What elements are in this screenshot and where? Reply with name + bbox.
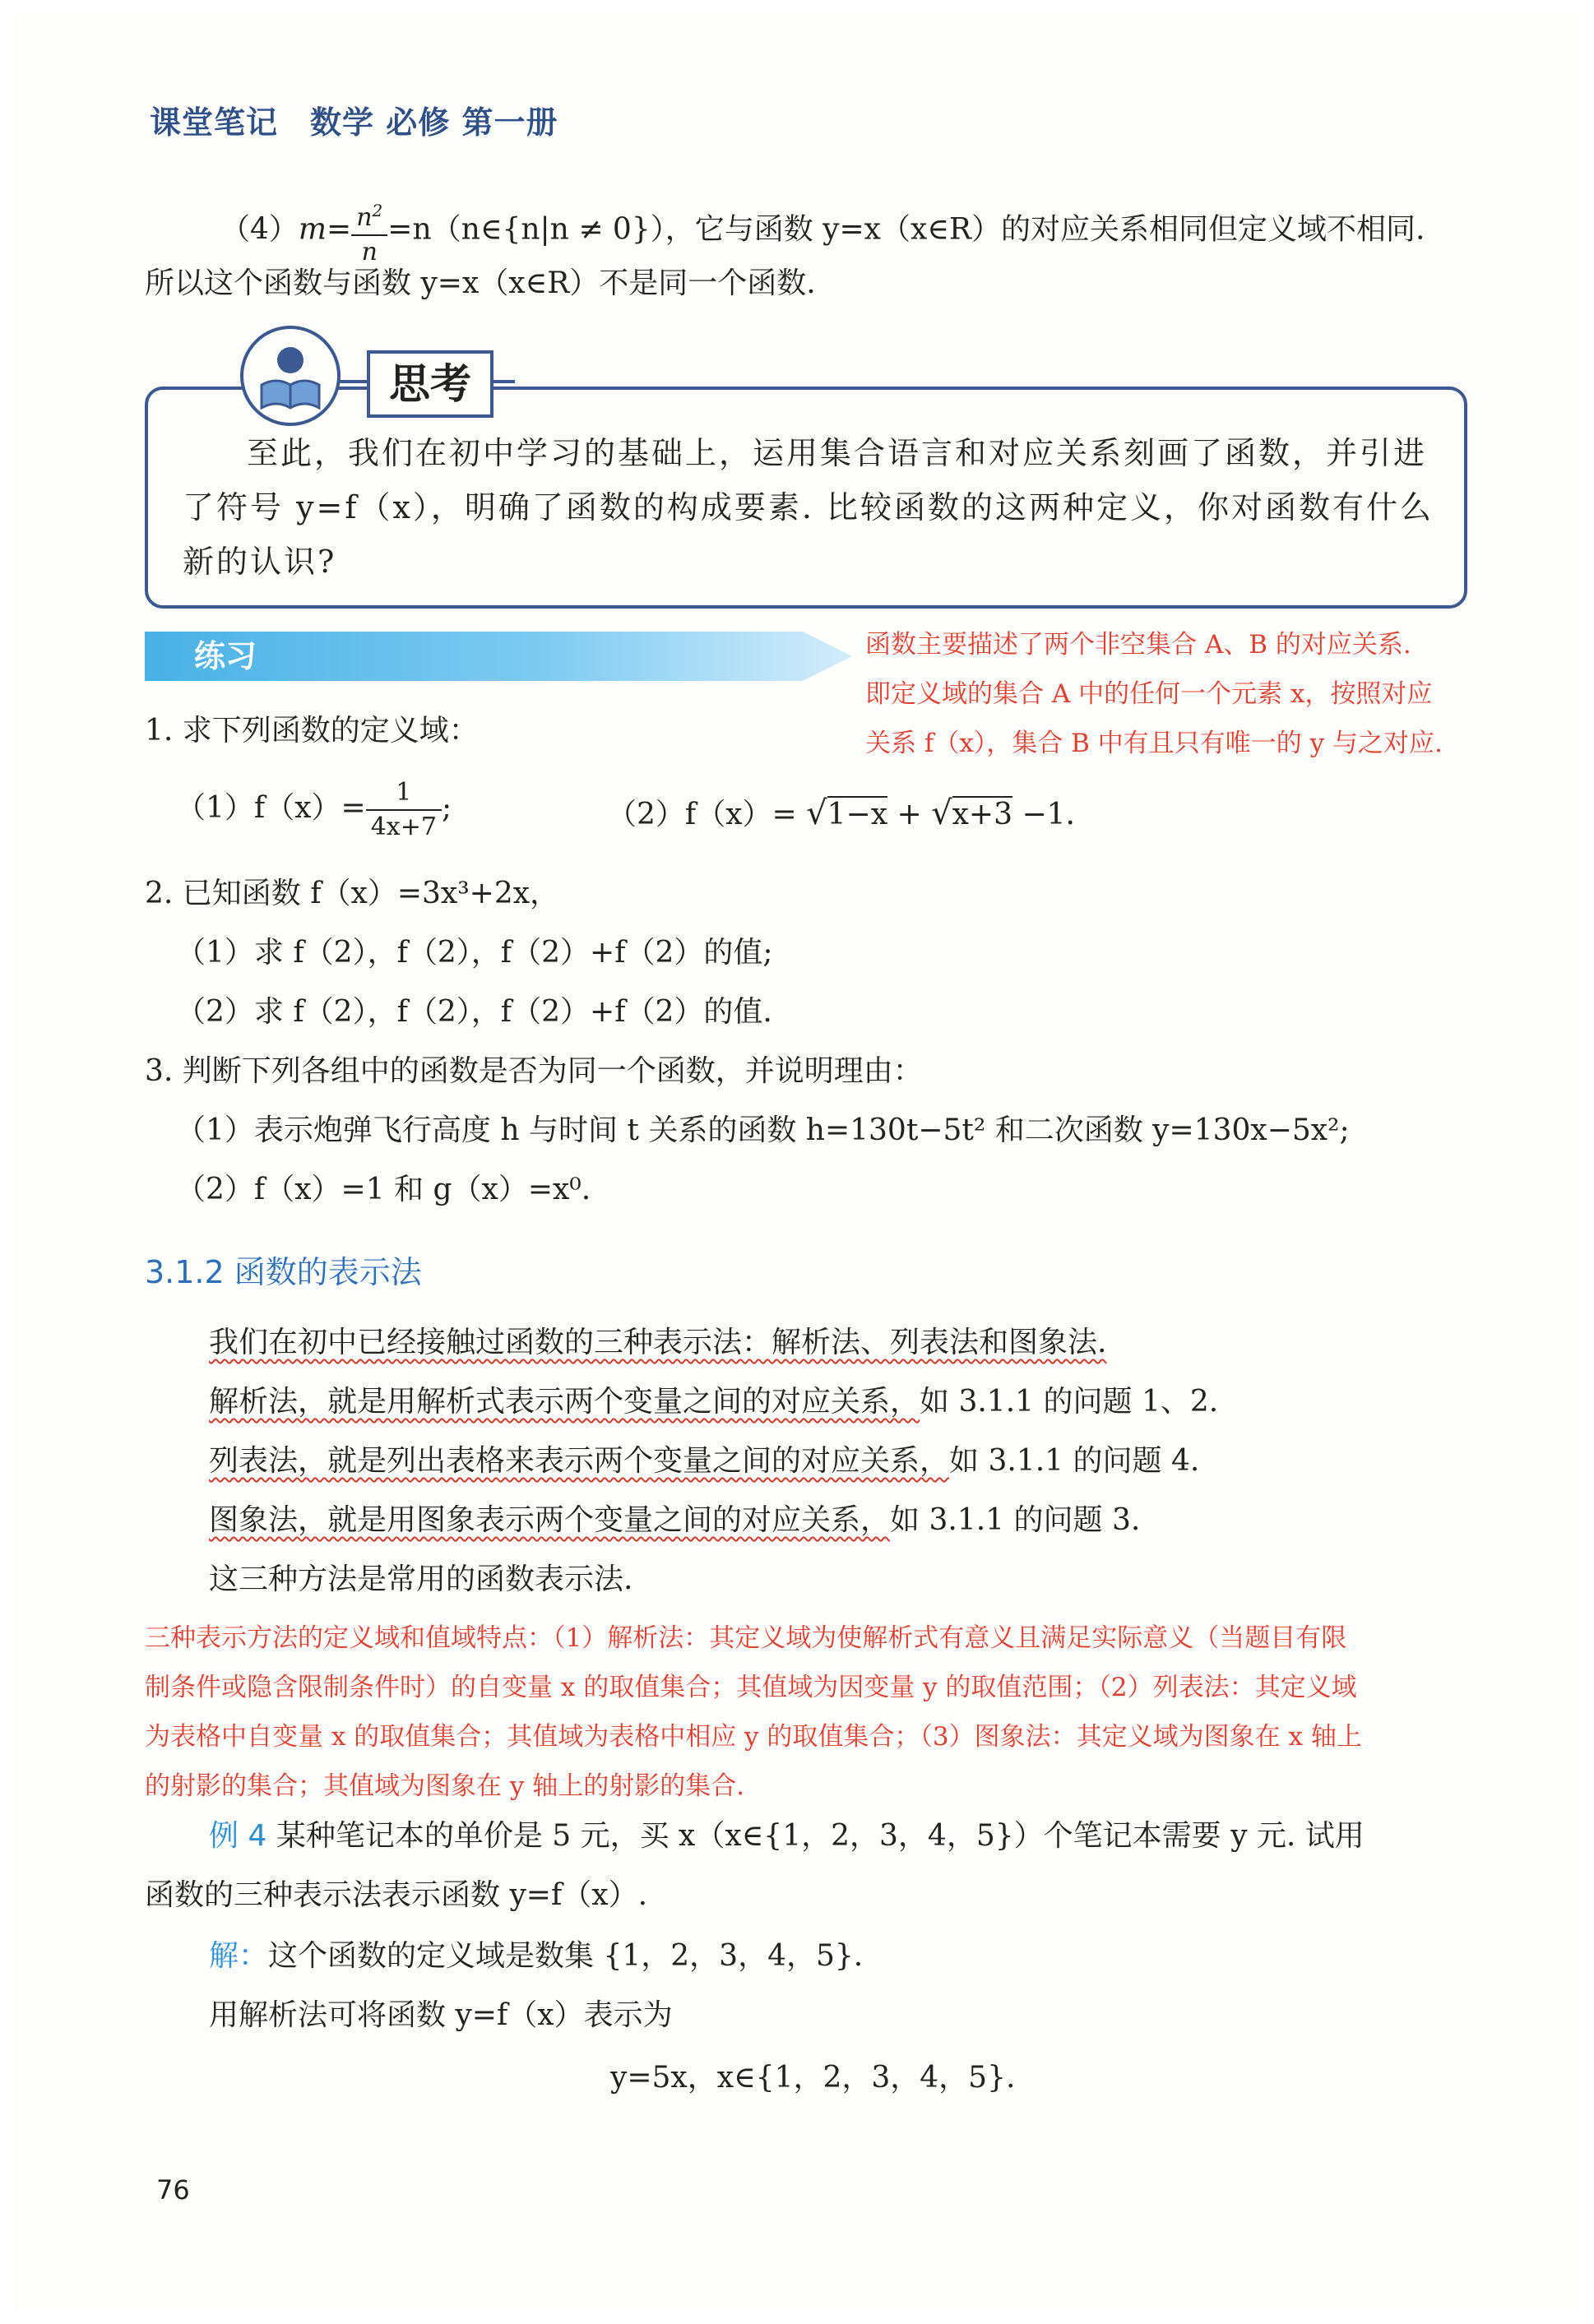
q1-2-end: −1. bbox=[1022, 798, 1075, 831]
section-p3-underlined: 列表法，就是列出表格来表示两个变量之间的对应关系， bbox=[209, 1444, 950, 1478]
red-note-line3: 为表格中自变量 x 的取值集合；其值域为表格中相应 y 的取值集合；（3）图象法：其定义域为图象在 x 轴上 bbox=[145, 1722, 1362, 1752]
q1-1 bbox=[176, 776, 452, 844]
think-line3: 新的认识? bbox=[183, 544, 337, 580]
reader-icon bbox=[240, 326, 341, 426]
section-p4 bbox=[209, 1500, 1140, 1541]
item4-line2: 所以这个函数与函数 y=x（x∈R）不是同一个函数. bbox=[145, 266, 816, 300]
item4-frac-num: $n^2$ bbox=[356, 201, 383, 232]
page-number: 76 bbox=[156, 2174, 190, 2206]
example-label: 例 4 bbox=[209, 1819, 267, 1853]
section-p1 bbox=[209, 1322, 1106, 1363]
example-line2: 函数的三种表示法表示函数 y=f（x）. bbox=[145, 1878, 648, 1912]
item4-m: m= bbox=[298, 212, 352, 247]
item4-line1 bbox=[220, 194, 1425, 269]
section-p3 bbox=[209, 1441, 1199, 1482]
section-p2 bbox=[209, 1382, 1218, 1423]
section-p2-underlined: 解析法，就是用解析式表示两个变量之间的对应关系， bbox=[209, 1385, 920, 1419]
q1-2-plus: + bbox=[897, 798, 922, 831]
item4-fraction bbox=[351, 194, 387, 269]
side-note-line3: 关系 f（x），集合 B 中有且只有唯一的 y 与之对应. bbox=[865, 729, 1443, 758]
side-note-line1: 函数主要描述了两个非空集合 A、B 的对应关系. bbox=[865, 630, 1411, 660]
item4-rest: =n（n∈{n|n ≠ 0}），它与函数 y=x（x∈R）的对应关系相同但定义域不相同. bbox=[387, 212, 1425, 247]
solution-formula: y=5x，x∈{1，2，3，4，5}. bbox=[610, 2061, 1016, 2095]
q1-1-end: ; bbox=[441, 791, 452, 825]
q1-2-rad2: x+3 bbox=[952, 798, 1012, 831]
section-p2-ref: 如 3.1.1 的问题 1、2. bbox=[920, 1385, 1219, 1419]
think-line2: 了符号 y=f（x），明确了函数的构成要素. 比较函数的这两种定义，你对函数有什么 bbox=[183, 489, 1434, 525]
section-p3-ref: 如 3.1.1 的问题 4. bbox=[949, 1444, 1200, 1478]
q2-1: （1）求 f（2），f（2），f（2）+f（2）的值; bbox=[176, 936, 773, 970]
red-note-line1: 三种表示方法的定义域和值域特点：（1）解析法：其定义域为使解析式有意义且满足实际意义（当题目有限 bbox=[145, 1623, 1347, 1653]
q1-1-fraction bbox=[366, 776, 442, 844]
section-p4-ref: 如 3.1.1 的问题 3. bbox=[890, 1503, 1141, 1537]
solution-label: 解： bbox=[209, 1939, 269, 1973]
q1-2-rad1: 1−x bbox=[827, 798, 888, 831]
exercise-label: 练习 bbox=[194, 638, 257, 674]
item4-frac-den: n bbox=[351, 234, 387, 269]
think-title: 思考 bbox=[367, 350, 493, 418]
q1-1-den: 4x+7 bbox=[366, 809, 442, 844]
solution-text1: 这个函数的定义域是数集 {1，2，3，4，5}. bbox=[268, 1939, 864, 1973]
think-line1: 至此，我们在初中学习的基础上，运用集合语言和对应关系刻画了函数，并引进 bbox=[247, 435, 1428, 471]
q2: 2. 已知函数 f（x）=3x³+2x， bbox=[145, 877, 560, 910]
q3-2: （2）f（x）=1 和 g（x）=x⁰. bbox=[176, 1173, 591, 1206]
item4-label: （4） bbox=[220, 212, 299, 247]
q3: 3. 判断下列各组中的函数是否为同一个函数，并说明理由： bbox=[145, 1054, 923, 1088]
example-text1: 某种笔记本的单价是 5 元，买 x（x∈{1，2，3，4，5}）个笔记本需要 y 元. 试用 bbox=[276, 1819, 1365, 1853]
sqrt-icon: √ bbox=[806, 794, 827, 832]
q1-2 bbox=[607, 793, 1075, 836]
q2-2: （2）求 f（2），f（2），f（2）+f（2）的值. bbox=[176, 995, 772, 1029]
running-header: 课堂笔记 数学 必修 第一册 bbox=[150, 104, 558, 141]
sqrt-icon: √ bbox=[931, 794, 952, 832]
section-title: 3.1.2 函数的表示法 bbox=[145, 1254, 422, 1290]
q1: 1. 求下列函数的定义域： bbox=[145, 714, 479, 748]
section-p4-underlined: 图象法，就是用图象表示两个变量之间的对应关系， bbox=[209, 1503, 891, 1537]
q1-1-num: 1 bbox=[396, 778, 412, 807]
q1-2-lhs: （2）f（x）= bbox=[607, 798, 797, 831]
side-note-line2: 即定义域的集合 A 中的任何一个元素 x，按照对应 bbox=[865, 679, 1433, 709]
solution-line1 bbox=[209, 1936, 863, 1977]
red-note-line2: 制条件或隐含限制条件时）的自变量 x 的取值集合；其值域为因变量 y 的取值范围；（2）列表法：其定义域 bbox=[145, 1673, 1357, 1702]
q3-1: （1）表示炮弹飞行高度 h 与时间 t 关系的函数 h=130t−5t² 和二次函数 y=130x−5x²; bbox=[176, 1113, 1350, 1147]
section-p1-text: 我们在初中已经接触过函数的三种表示法：解析法、列表法和图象法. bbox=[209, 1326, 1107, 1359]
section-p5: 这三种方法是常用的函数表示法. bbox=[209, 1562, 633, 1596]
example-line1 bbox=[209, 1816, 1365, 1857]
red-note-line4: 的射影的集合；其值域为图象在 y 轴上的射影的集合. bbox=[145, 1771, 745, 1801]
q1-1-lhs: （1）f（x）= bbox=[176, 791, 366, 825]
solution-line2: 用解析法可将函数 y=f（x）表示为 bbox=[209, 1998, 673, 2032]
